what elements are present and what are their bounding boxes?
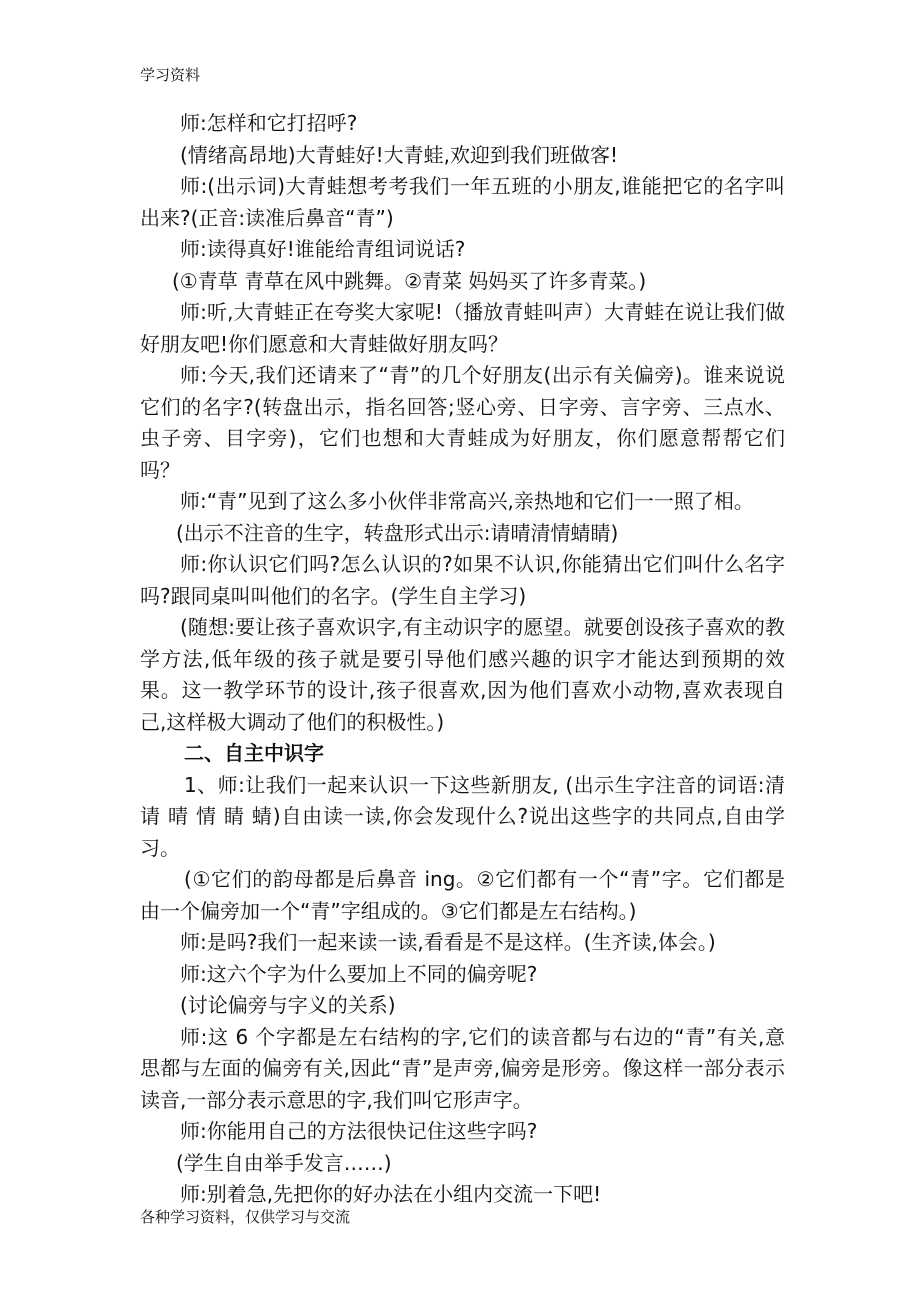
paragraph: 师:这六个字为什么要加上不同的偏旁呢? [180,961,538,986]
page-footer: 各种学习资料，仅供学习与交流 [140,1208,351,1226]
paragraph: 师:(出示词)大青蛙想考考我们一年五班的小朋友,谁能把它的名字叫出来?(正音:读准后鼻音“青”) [140,174,785,230]
paragraph: (出示不注音的生字，转盘形式出示:请晴清情蜻睛) [176,520,619,545]
paragraph: 师:怎样和它打招呼? [180,111,358,135]
paragraph: 师:这 6 个字都是左右结构的字,它们的读音都与右边的“青”有关,意思都与左面的偏旁有关,因此“青”是声旁,偏旁是形旁。像这样一部分表示读音,一部分表示意思的字,我们叫它形声字。 [140,1024,785,1112]
paragraph: (①青草 青草在风中跳舞。②青菜 妈妈买了许多青菜。) [172,268,647,293]
document-body [140,108,785,1211]
paragraph: 师:今天,我们还请来了“青”的几个好朋友(出示有关偏旁)。谁来说说它们的名字?(转盘出示，指名回答;竖心旁、日字旁、言字旁、三点水、虫子旁、目字旁)，它们也想和大青蛙成为好朋友，你们愿意帮帮它们吗？ [140,363,785,482]
paragraph: 1、师:让我们一起来认识一下这些新朋友, (出示生字注音的词语:清 请 晴 情 睛 蜻)自由读一读,你会发现什么?说出这些字的共同点,自由学习。 [140,772,785,860]
paragraph: 师:读得真好!谁能给青组词说话? [180,237,466,261]
paragraph: 师:“青”见到了这么多小伙伴非常高兴,亲热地和它们一一照了相。 [180,489,754,513]
paragraph: (学生自由举手发言……) [176,1150,392,1175]
paragraph: 师:你认识它们吗?怎么认识的?如果不认识,你能猜出它们叫什么名字吗?跟同桌叫叫他们的名字。(学生自主学习) [140,552,785,608]
paragraph: 师:你能用自己的方法很快记住这些字吗? [180,1119,538,1143]
paragraph: (情绪高昂地)大青蛙好!大青蛙,欢迎到我们班做客! [180,142,618,167]
paragraph: 师:听,大青蛙正在夸奖大家呢!（播放青蛙叫声）大青蛙在说让我们做好朋友吧!你们愿意和大青蛙做好朋友吗？ [140,300,785,356]
paragraph: 师:别着急,先把你的好办法在小组内交流一下吧! [180,1182,602,1206]
paragraph: (随想:要让孩子喜欢识字,有主动识字的愿望。就要创设孩子喜欢的教学方法,低年级的孩子就是要引导他们感兴趣的识字才能达到预期的效果。这一教学环节的设计,孩子很喜欢,因为他们喜欢小动物,喜欢表现自己,这样极大调动了他们的积极性。) [140,615,785,734]
paragraph: 师:是吗?我们一起来读一读,看看是不是这样。(生齐读,体会。) [180,930,716,954]
paragraph: (讨论偏旁与字义的关系) [180,993,396,1017]
page-header: 学习资料 [140,66,201,84]
paragraph: (①它们的韵母都是后鼻音 ing。②它们都有一个“青”字。它们都是由一个偏旁加一个“青”字组成的。③它们都是左右结构。) [140,867,785,923]
section-heading: 二、自主中识字 [184,741,324,765]
